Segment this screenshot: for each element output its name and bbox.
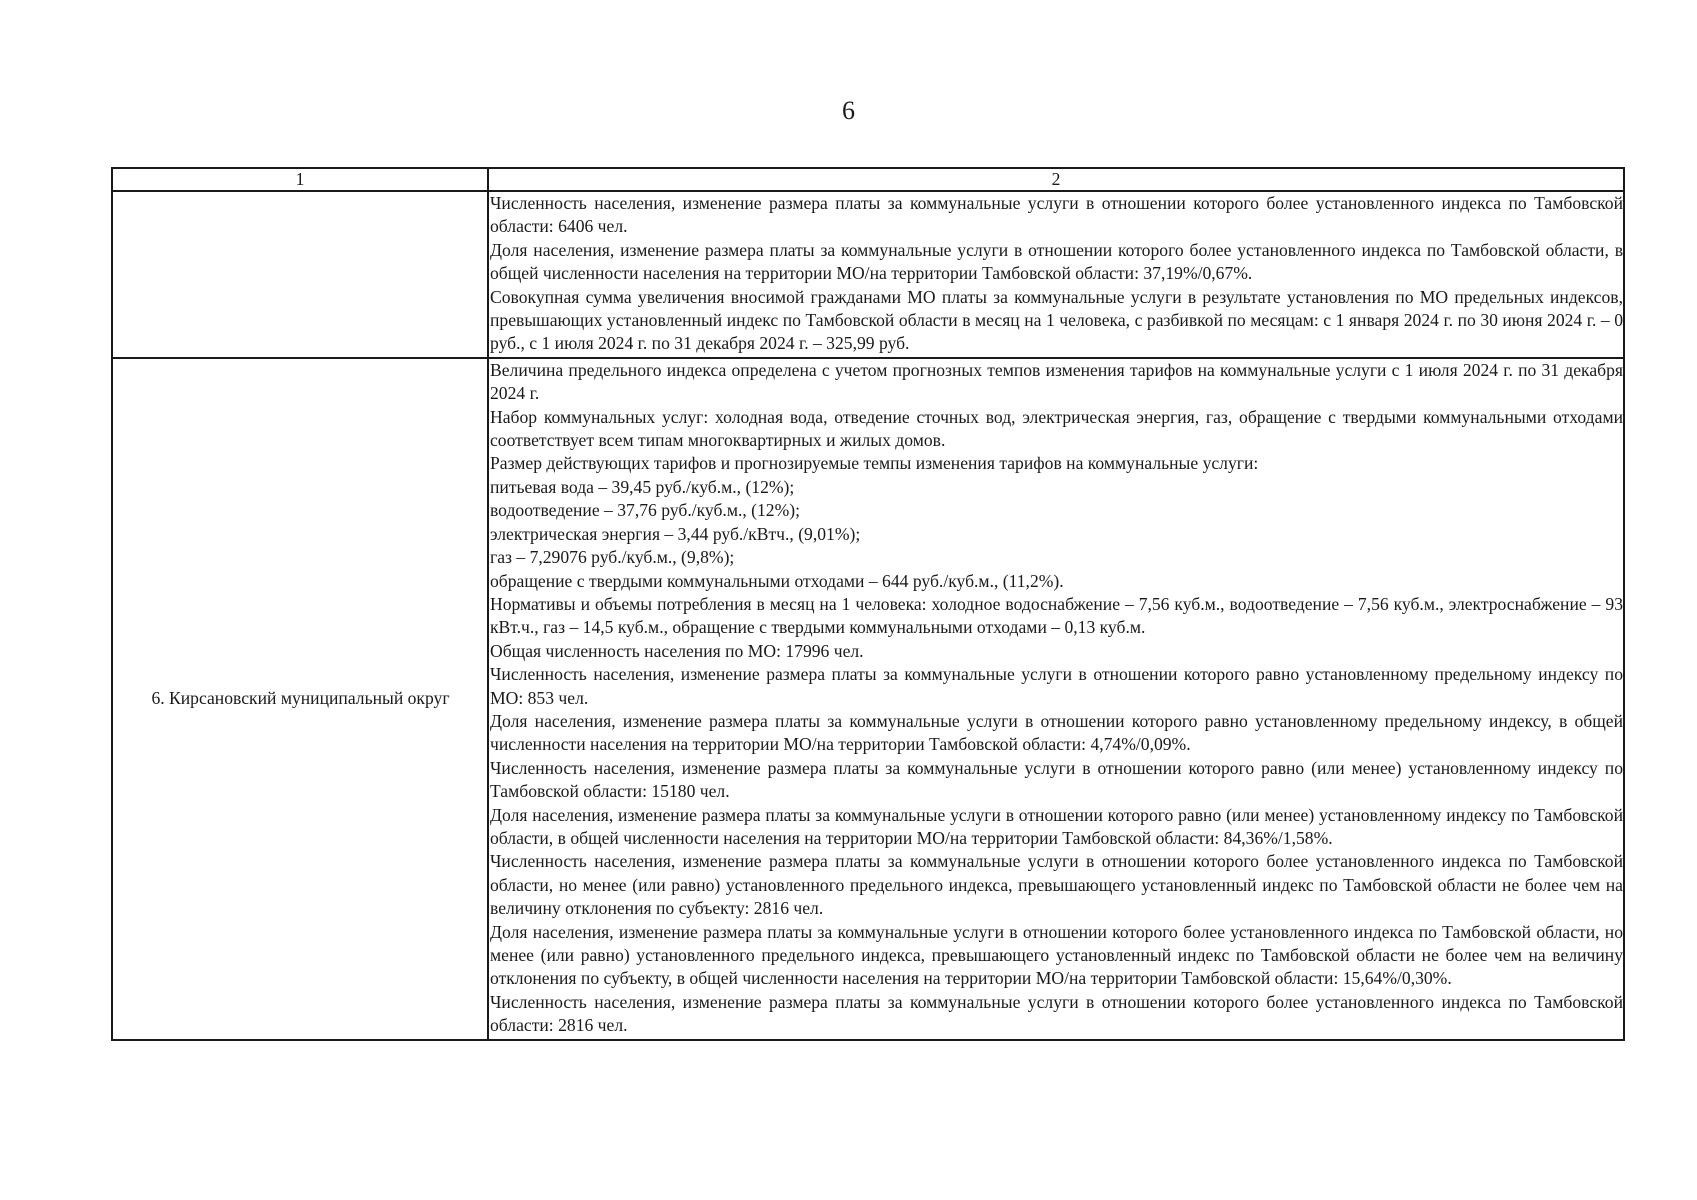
column-header-1: 1 [112, 168, 488, 191]
table-header-row [112, 168, 1624, 191]
description-paragraph: Численность населения, изменение размера платы за коммунальные услуги в отношении которого равно (или менее) установленному индексу по Тамбовской области: 15180 чел. [490, 757, 1623, 802]
description-paragraph: Доля населения, изменение размера платы за коммунальные услуги в отношении которого равно установленному предельному индексу, в общей численности населения на территории МО/на территории Тамбовской области: 4,74%/0,09%. [490, 710, 1623, 755]
description-paragraph: Набор коммунальных услуг: холодная вода, отведение сточных вод, электрическая энергия, газ, обращение с твердыми коммунальными отходами соответствует всем типам многоквартирных и жилых домов. [490, 406, 1623, 451]
description-paragraph: Доля населения, изменение размера платы за коммунальные услуги в отношении которого более установленного индекса по Тамбовской области, в общей численности населения на территории МО/на территории Тамбовской области: 37,19%/0,67%. [490, 239, 1623, 284]
description-paragraph: Нормативы и объемы потребления в месяц на 1 человека: холодное водоснабжение – 7,56 куб.м., водоотведение – 7,56 куб.м., электроснабжение – 93 кВт.ч., газ – 14,5 куб.м., обращение с твердыми коммунальными отходами – 0,13 куб.м. [490, 593, 1623, 638]
description-paragraph: Численность населения, изменение размера платы за коммунальные услуги в отношении которого равно установленному предельному индексу по МО: 853 чел. [490, 664, 1623, 708]
municipality-name-cell: 6. Кирсановский муниципальный округ [112, 358, 488, 1040]
description-paragraph: Численность населения, изменение размера платы за коммунальные услуги в отношении которого более установленного индекса по Тамбовской области, но менее (или равно) установленного предельного индекса, превышающего установленный индекс по Тамбовской области не более чем на величину отклонения по субъекту: 2816 чел. [490, 851, 1623, 919]
page-number: 6 [842, 96, 855, 125]
tariff-line: водоотведение – 37,76 руб./куб.м., (12%); [490, 500, 801, 521]
tariff-line: обращение с твердыми коммунальными отходами – 644 руб./куб.м., (11,2%). [490, 570, 1064, 591]
description-paragraph: Доля населения, изменение размера платы за коммунальные услуги в отношении которого равно (или менее) установленному индексу по Тамбовской области, в общей численности населения на территории МО/на территории Тамбовской области: 84,36%/1,58%. [490, 804, 1623, 848]
column-header-2: 2 [488, 168, 1624, 191]
table-row [112, 358, 1624, 1040]
description-paragraph: Доля населения, изменение размера платы за коммунальные услуги в отношении которого более установленного индекса по Тамбовской области, но менее (или равно) установленного предельного индекса, превышающего установленный индекс по Тамбовской области не более чем на величину отклонения по субъекту, в общей численности населения на территории МО/на территории Тамбовской области: 15,64%/0,30%. [490, 921, 1623, 989]
description-paragraph: Совокупная сумма увеличения вносимой гражданами МО платы за коммунальные услуги в результате установления по МО предельных индексов, превышающих установленный индекс по Тамбовской области в месяц на 1 человека, с разбивкой по месяцам: с 1 января 2024 г. по 30 июня 2024 г. – 0 руб., с 1 июля 2024 г. по 31 декабря 2024 г. – 325,99 руб. [490, 286, 1623, 354]
tariff-line: электрическая энергия – 3,44 руб./кВтч., (9,01%); [490, 523, 861, 544]
description-cell [488, 358, 1624, 1040]
description-paragraph: Размер действующих тарифов и прогнозируемые темпы изменения тарифов на коммунальные услуги: [490, 453, 1259, 474]
municipality-name-cell [112, 191, 488, 358]
description-paragraph: Общая численность населения по МО: 17996 чел. [490, 640, 864, 661]
description-cell [488, 191, 1624, 358]
table-row [112, 191, 1624, 358]
description-paragraph: Величина предельного индекса определена с учетом прогнозных темпов изменения тарифов на коммунальные услуги с 1 июля 2024 г. по 31 декабря 2024 г. [490, 359, 1623, 404]
tariff-table [111, 167, 1625, 1041]
tariff-line: питьевая вода – 39,45 руб./куб.м., (12%); [490, 476, 795, 497]
tariff-line: газ – 7,29076 руб./куб.м., (9,8%); [490, 547, 735, 568]
description-paragraph: Численность населения, изменение размера платы за коммунальные услуги в отношении которого более установленного индекса по Тамбовской области: 2816 чел. [490, 991, 1623, 1036]
description-paragraph: Численность населения, изменение размера платы за коммунальные услуги в отношении которого более установленного индекса по Тамбовской области: 6406 чел. [490, 193, 1623, 237]
